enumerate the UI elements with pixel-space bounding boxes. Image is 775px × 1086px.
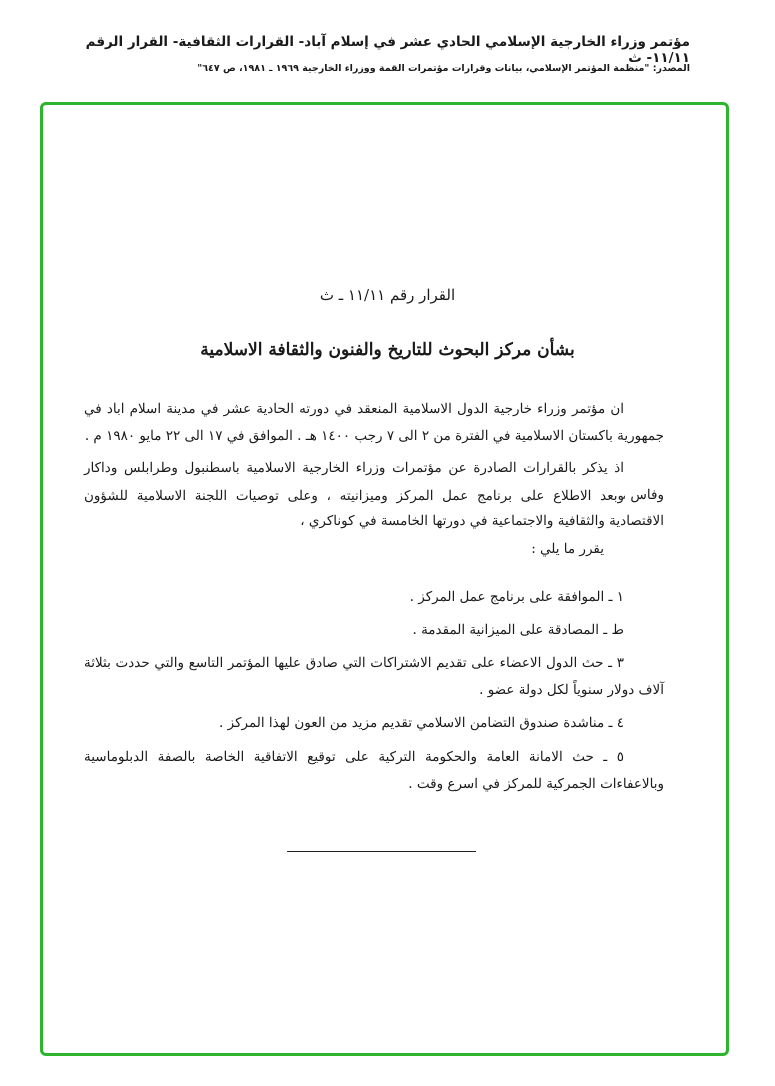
list-item: ٣ ـ حث الدول الاعضاء على تقديم الاشتراكات التي صادق عليها المؤتمر التاسع والتي حددت بثلاثة آلاف دولار سنوياً لكل دولة عضو . xyxy=(84,655,664,698)
paragraph-preamble: ان مؤتمر وزراء خارجية الدول الاسلامية المنعقد في دورته الحادية عشر في مدينة اسلام اباد في جمهورية باكستان الاسلامية في الفترة من ٢ الى ٧ رجب ١٤٠٠ هـ . الموافق في ١٧ الى ٢٢ مايو ١٩٨٠ م . xyxy=(84,401,664,444)
list-item: ٤ ـ مناشدة صندوق التضامن الاسلامي تقديم مزيد من العون لهذا المركز . xyxy=(219,715,624,731)
list-item: ١ ـ الموافقة على برنامج عمل المركز . xyxy=(409,589,624,605)
resolution-subject: بشأن مركز البحوث للتاريخ والفنون والثقافة الاسلامية xyxy=(200,340,575,360)
resolution-number: القرار رقم ١١/١١ ـ ث xyxy=(319,286,456,304)
document-header-title: مؤتمر وزراء الخارجية الإسلامي الحادي عشر في إسلام آباد- القرارات الثقافية- القرار الرقم ١١/١١- ث xyxy=(85,34,690,66)
page-frame xyxy=(40,102,729,1056)
list-item: ٥ ـ حث الامانة العامة والحكومة التركية على توقيع الاتفاقية الخاصة بالصفة الدبلوماسية وبالاعفاءات الجمركية للمركز في اسرع وقت . xyxy=(84,749,664,792)
paragraph-having-reviewed: وبعد الاطلاع على برنامج عمل المركز وميزانيته ، وعلى توصيات اللجنة الاسلامية للشؤون الاقتصادية والثقافية والاجتماعية في دورتها الخامسة في كوناكري ، xyxy=(84,488,664,529)
document-source: المصدر: "منظمة المؤتمر الإسلامي، بيانات وقرارات مؤتمرات القمة ووزراء الخارجية ١٩٦٩ ـ ١٩٨١، ص ٦٤٧" xyxy=(197,63,690,74)
closing-divider xyxy=(287,851,476,852)
list-item: ط ـ المصادقة على الميزانية المقدمة . xyxy=(412,622,624,638)
paragraph-decides: يقرر ما يلي : xyxy=(531,541,604,557)
paragraph-recalling: اذ يذكر بالقرارات الصادرة عن مؤتمرات وزراء الخارجية الاسلامية باسطنبول وطرابلس وداكار وفاس ، xyxy=(84,460,664,503)
